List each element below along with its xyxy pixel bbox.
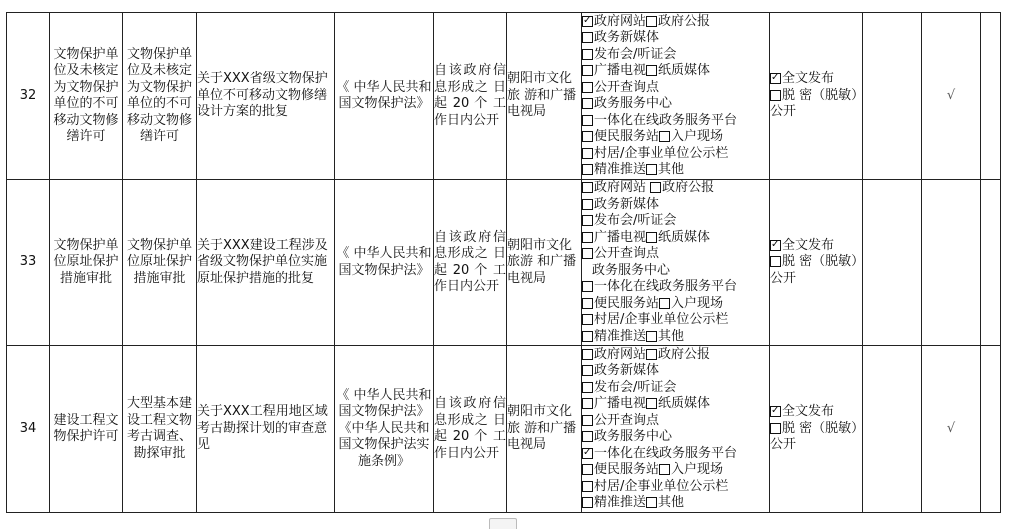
channel-label: 其他 (658, 495, 685, 510)
channel-label: 纸质媒体 (658, 396, 711, 411)
channel-label: 公开查询点 (594, 246, 660, 261)
checkbox[interactable] (582, 464, 593, 475)
checkbox-checked[interactable] (770, 73, 781, 84)
channel-options (582, 180, 770, 346)
channel-label: 公开查询点 (594, 79, 660, 95)
channel-label: 便民服务站 (594, 295, 660, 311)
disclosure-content: 关于XXX省级文物保护单位不可移动文物修缮设计方案的批复 (197, 13, 335, 180)
checkbox[interactable] (646, 349, 657, 360)
channel-label: 其他 (658, 162, 685, 177)
channel-label: 政务新媒体 (594, 363, 660, 378)
checkbox[interactable] (582, 349, 593, 360)
checkbox[interactable] (582, 148, 593, 159)
sub-item-name: 大型基本建设工程文物考古调查、勘探审批 (123, 346, 197, 513)
channel-label: 精准推送 (594, 162, 647, 177)
checkbox[interactable] (582, 82, 593, 93)
channel-label: 政府网站 (594, 13, 647, 29)
channel-label: 发布会/听证会 (594, 213, 677, 228)
checkbox[interactable] (582, 314, 593, 325)
checkbox[interactable] (659, 464, 670, 475)
desensitized-label: 脱 密（脱敏）公开 (770, 254, 858, 286)
channel-label: 纸质媒体 (658, 229, 711, 245)
legal-basis: 《 中华人民共和国文物保护法》《中华人民共和国文物保护法实施条例》 (335, 346, 434, 513)
checkbox[interactable] (646, 331, 657, 342)
scope-all-mark (863, 13, 922, 180)
channel-label: 政务新媒体 (594, 196, 660, 212)
scope-specific-mark (922, 180, 981, 346)
checkbox-checked[interactable] (582, 16, 593, 27)
channel-label: 村居/企事业单位公示栏 (594, 478, 729, 494)
disclosure-content: 关于XXX工程用地区域考古勘探计划的审查意见 (197, 346, 335, 513)
desensitized-label: 脱 密（脱敏）公开 (770, 420, 858, 453)
channel-label: 便民服务站 (594, 129, 660, 144)
channel-label: 广播电视 (594, 229, 647, 245)
checkbox[interactable] (582, 248, 593, 259)
publish-mode (770, 180, 863, 346)
checkbox[interactable] (582, 182, 593, 193)
channel-label: 便民服务站 (594, 462, 660, 477)
row-number: 32 (7, 13, 50, 180)
checkbox[interactable] (582, 164, 593, 175)
table-row (7, 346, 1001, 513)
checkbox[interactable] (582, 365, 593, 376)
channel-label: 广播电视 (594, 63, 647, 78)
full-text-label: 全文发布 (782, 404, 835, 420)
checkbox[interactable] (582, 115, 593, 126)
scope-all-mark (863, 346, 922, 513)
channel-options (582, 346, 770, 513)
checkbox[interactable] (582, 232, 593, 243)
channel-label: 政务服务中心 (594, 96, 673, 111)
channel-label: 一体化在线政务服务平台 (594, 279, 738, 294)
checkbox[interactable] (646, 398, 657, 409)
empty-cell (981, 346, 1001, 513)
channel-label: 发布会/听证会 (594, 46, 677, 62)
checkbox-checked[interactable] (770, 240, 781, 251)
checkbox[interactable] (770, 90, 781, 101)
legal-basis: 《 中华人民共和国文物保护法》 (335, 13, 434, 180)
checkbox[interactable] (582, 481, 593, 492)
channel-label: 一体化在线政务服务平台 (594, 112, 738, 128)
table-row (7, 13, 1001, 180)
row-number: 34 (7, 346, 50, 513)
table-row (7, 180, 1001, 346)
channel-label: 政府网站 (594, 346, 647, 362)
checkbox[interactable] (582, 281, 593, 292)
channel-label: 政府公报 (658, 13, 711, 29)
checkbox[interactable] (646, 16, 657, 27)
checkbox[interactable] (582, 331, 593, 342)
channel-options (582, 13, 770, 180)
row-number: 33 (7, 180, 50, 346)
publish-mode (770, 13, 863, 180)
disclosure-table (6, 12, 1001, 513)
channel-label: 精准推送 (594, 495, 647, 510)
checkbox[interactable] (582, 415, 593, 426)
legal-basis: 《 中华人民共和国文物保护法》 (335, 180, 434, 346)
channel-label: 政府公报 (658, 346, 711, 362)
time-limit: 自该政府信息形成之 日 起 20 个 工作日内公开 (434, 180, 507, 346)
item-name: 文物保护单位及未核定为文物保护单位的不可移动文物修缮许可 (50, 13, 123, 180)
publish-mode (770, 346, 863, 513)
checkbox[interactable] (582, 49, 593, 60)
checkbox[interactable] (582, 497, 593, 508)
scope-specific-mark: √ (922, 346, 981, 513)
checkbox[interactable] (659, 298, 670, 309)
checkbox[interactable] (582, 398, 593, 409)
desensitized-label: 脱 密（脱敏）公开 (770, 87, 858, 120)
checkbox[interactable] (582, 298, 593, 309)
channel-label: 入户现场 (671, 462, 724, 477)
channel-label: 公开查询点 (594, 412, 660, 428)
channel-label: 发布会/听证会 (594, 379, 677, 395)
item-name: 建设工程文物保护许可 (50, 346, 123, 513)
channel-label: 广播电视 (594, 396, 647, 411)
channel-label: 纸质媒体 (658, 63, 711, 78)
checkbox[interactable] (582, 215, 593, 226)
channel-label: 政务服务中心 (594, 429, 673, 444)
time-limit: 自该政府信息形成之 日 起 20 个 工作日内公开 (434, 13, 507, 180)
checkbox[interactable] (582, 431, 593, 442)
page-tab-handle[interactable] (489, 518, 517, 529)
channel-label: 政务新媒体 (594, 30, 660, 45)
checkbox[interactable] (646, 65, 657, 76)
checkbox[interactable] (770, 256, 781, 267)
checkbox[interactable] (582, 32, 593, 43)
channel-label: 政府网站 (594, 180, 647, 195)
responsible-org: 朝阳市文化 旅 游和广播电视局 (507, 346, 582, 513)
checkbox[interactable] (659, 131, 670, 142)
full-text-label: 全文发布 (782, 237, 835, 253)
scope-all-mark (863, 180, 922, 346)
responsible-org: 朝阳市文化 旅 游和广播电视局 (507, 13, 582, 180)
checkbox-checked[interactable] (582, 448, 593, 459)
item-name: 文物保护单位原址保护措施审批 (50, 180, 123, 346)
checkbox[interactable] (770, 423, 781, 434)
checkbox[interactable] (582, 382, 593, 393)
responsible-org: 朝阳市文化旅游 和广播电视局 (507, 180, 582, 346)
channel-label: 政府公报 (662, 180, 715, 195)
full-text-label: 全文发布 (782, 71, 835, 87)
channel-label: 其他 (658, 328, 685, 344)
channel-label: 政务服务中心 (592, 262, 671, 278)
sub-item-name: 文物保护单位及未核定为文物保护单位的不可移动文物修缮许可 (123, 13, 197, 180)
time-limit: 自该政府信息形成之 日 起 20 个 工作日内公开 (434, 346, 507, 513)
scope-specific-mark: √ (922, 13, 981, 180)
disclosure-content: 关于XXX建设工程涉及省级文物保护单位实施原址保护措施的批复 (197, 180, 335, 346)
checkbox[interactable] (646, 497, 657, 508)
empty-cell (981, 13, 1001, 180)
checkbox[interactable] (646, 164, 657, 175)
channel-label: 入户现场 (671, 295, 724, 311)
channel-label: 入户现场 (671, 129, 724, 144)
channel-label: 村居/企事业单位公示栏 (594, 312, 729, 327)
checkbox[interactable] (582, 199, 593, 210)
channel-label: 精准推送 (594, 328, 647, 344)
sub-item-name: 文物保护单位原址保护措施审批 (123, 180, 197, 346)
channel-label: 村居/企事业单位公示栏 (594, 145, 729, 161)
checkbox[interactable] (650, 182, 661, 193)
checkbox[interactable] (646, 232, 657, 243)
checkbox[interactable] (582, 65, 593, 76)
channel-label: 一体化在线政务服务平台 (594, 445, 738, 461)
checkbox-checked[interactable] (770, 406, 781, 417)
empty-cell (981, 180, 1001, 346)
checkbox[interactable] (582, 98, 593, 109)
checkbox[interactable] (582, 131, 593, 142)
